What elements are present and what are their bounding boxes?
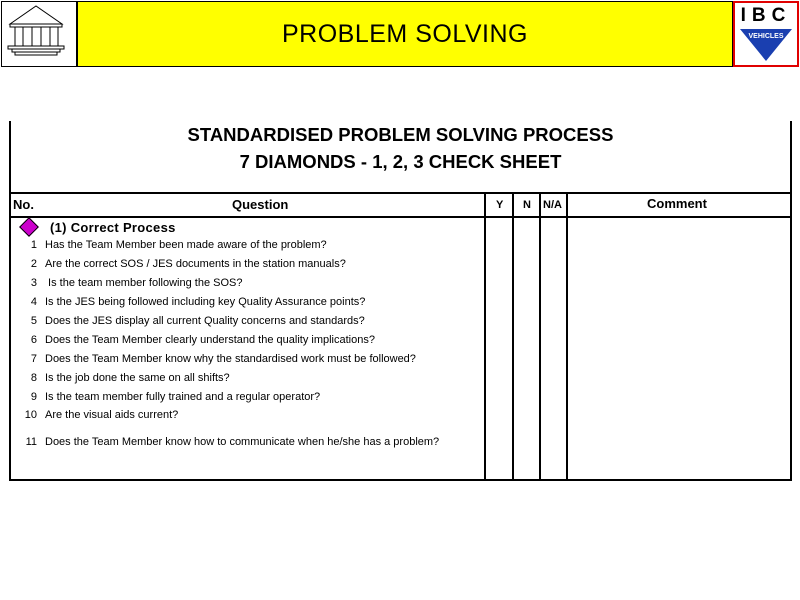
row-question: Is the team member following the SOS?	[45, 277, 243, 289]
col-header-question: Question	[232, 197, 289, 212]
row-number: 5	[30, 315, 37, 327]
col-divider-y	[484, 193, 486, 481]
row-number: 8	[30, 372, 37, 384]
ibc-triangle-icon	[735, 3, 797, 65]
row-question: Does the Team Member know why the standardised work must be followed?	[45, 353, 416, 365]
row-question: Are the correct SOS / JES documents in the station manuals?	[45, 258, 346, 270]
row-number: 7	[30, 353, 37, 365]
col-header-y: Y	[496, 199, 504, 211]
row-number: 3	[30, 277, 37, 289]
title-band	[77, 1, 733, 67]
sheet-title	[11, 121, 790, 175]
row-number: 6	[30, 334, 37, 346]
row-number: 1	[30, 239, 37, 251]
row-question: Are the visual aids current?	[45, 409, 179, 421]
row-number: 9	[30, 391, 37, 403]
building-icon	[2, 2, 76, 66]
col-divider-n	[512, 193, 514, 481]
ibc-logo	[733, 1, 799, 67]
sheet-title-line1: STANDARDISED PROBLEM SOLVING PROCESS	[187, 124, 614, 145]
page-title: PROBLEM SOLVING	[282, 19, 528, 48]
ibc-logo-text: IBC	[740, 5, 792, 26]
header-divider-top	[9, 192, 792, 194]
col-divider-na	[539, 193, 541, 481]
row-number: 2	[30, 258, 37, 270]
row-number: 4	[30, 296, 37, 308]
row-question: Is the JES being followed including key Quality Assurance points?	[45, 296, 366, 308]
col-divider-comment	[566, 193, 568, 481]
row-question: Is the job done the same on all shifts?	[45, 372, 230, 384]
diamond-icon	[19, 217, 39, 237]
row-question: Does the Team Member know how to communicate when he/she has a problem?	[45, 436, 440, 448]
sheet-title-line2: 7 DIAMONDS - 1, 2, 3 CHECK SHEET	[239, 151, 562, 172]
row-question: Does the JES display all current Quality concerns and standards?	[45, 315, 365, 327]
col-header-no: No.	[13, 197, 34, 212]
col-header-comment: Comment	[647, 196, 707, 211]
row-number: 10	[24, 409, 37, 421]
row-question: Has the Team Member been made aware of the problem?	[45, 239, 327, 251]
row-question: Is the team member fully trained and a regular operator?	[45, 391, 321, 403]
check-sheet	[9, 121, 792, 481]
section-label: (1) Correct Process	[50, 219, 176, 235]
col-header-n: N	[523, 199, 531, 211]
row-question: Does the Team Member clearly understand the quality implications?	[45, 334, 375, 346]
ibc-logo-subtext: VEHICLES	[748, 33, 784, 40]
col-header-na: N/A	[543, 199, 562, 211]
row-number: 11	[25, 436, 37, 448]
building-logo	[1, 1, 77, 67]
section-heading	[21, 218, 176, 236]
